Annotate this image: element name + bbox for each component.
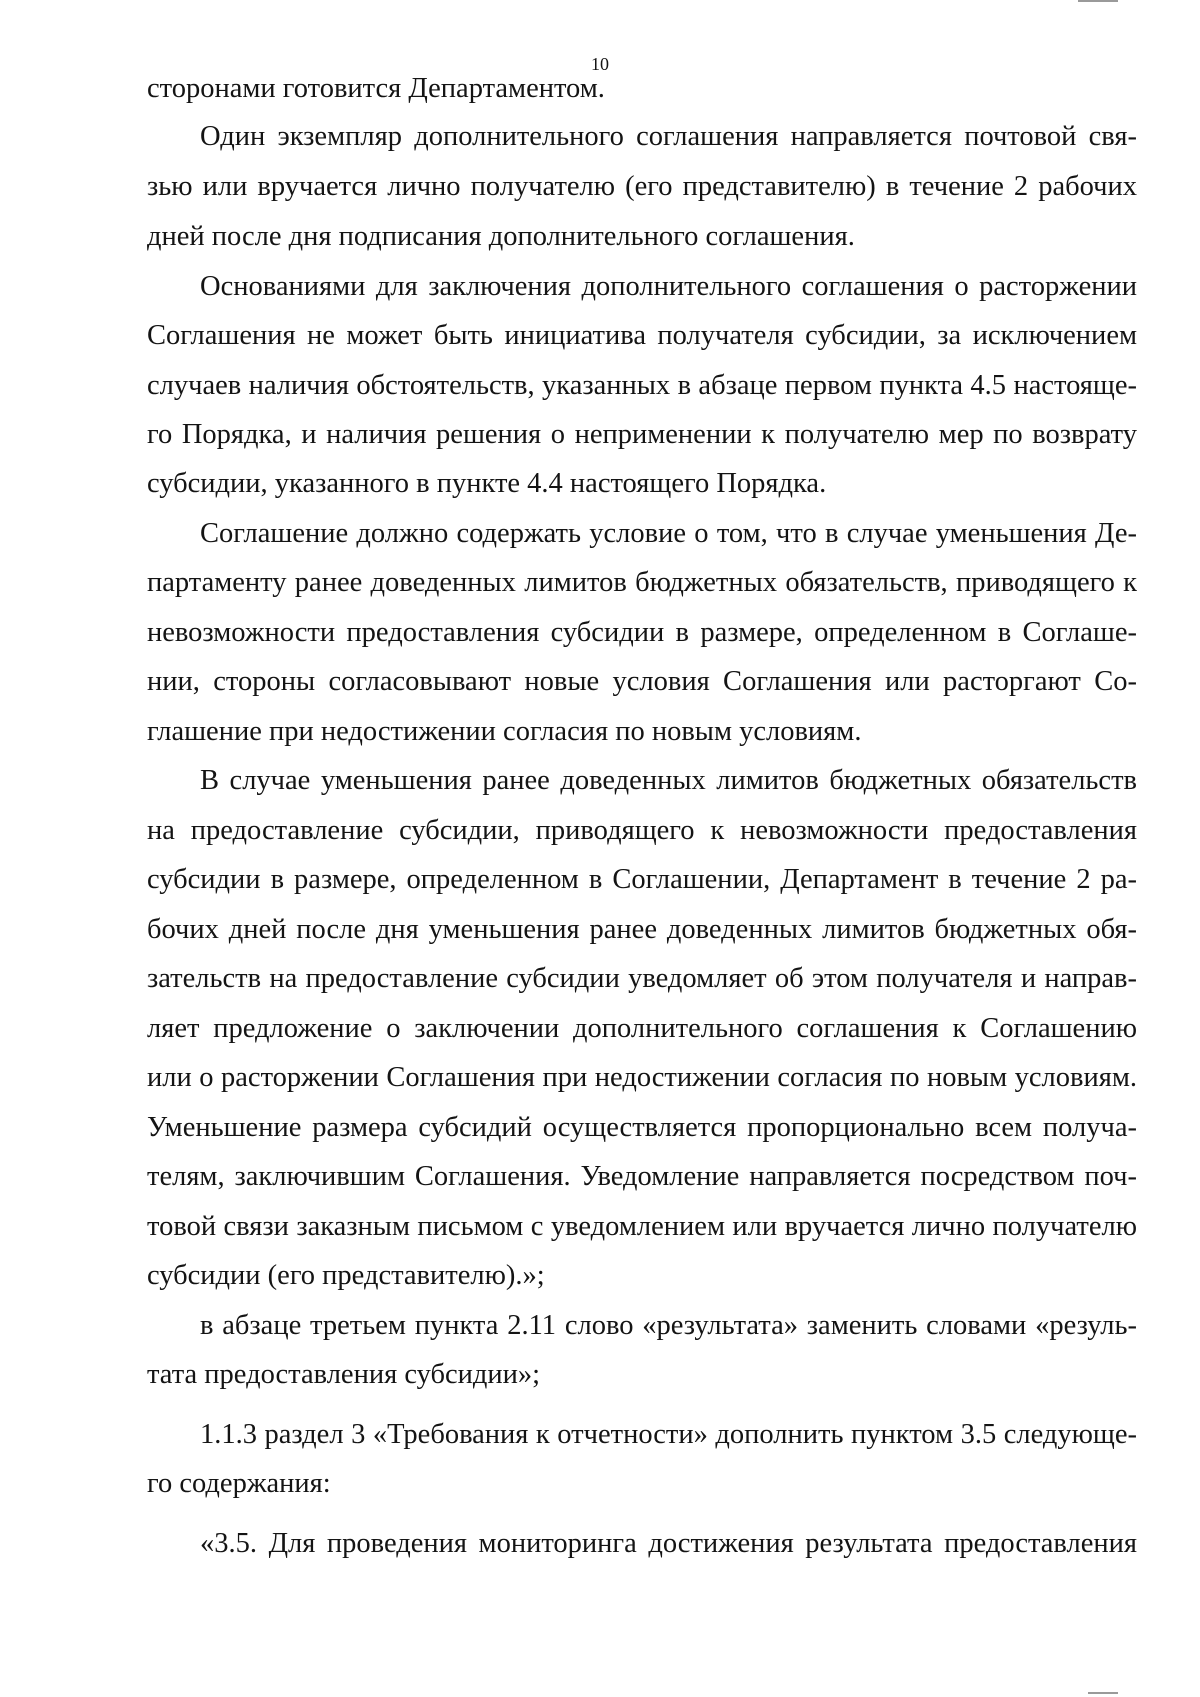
text-line: тата предоставления субсидии»;: [147, 1359, 541, 1390]
text-line: го Порядка, и наличия решения о неприменении к получателю мер по возврату: [147, 419, 1137, 450]
text-line: ляет предложение о заключении дополнительного соглашения к Соглашению: [147, 1013, 1137, 1044]
text-line: субсидии в размере, определенном в Соглашении, Департамент в течение 2 ра-: [147, 864, 1137, 895]
text-line: Соглашения не может быть инициатива получателя субсидии, за исключением: [147, 320, 1137, 351]
text-line: Соглашение должно содержать условие о том, что в случае уменьшения Де-: [200, 518, 1137, 549]
text-line: го содержания:: [147, 1468, 331, 1499]
text-line: зью или вручается лично получателю (его представителю) в течение 2 рабочих: [147, 171, 1137, 202]
text-line: дней после дня подписания дополнительного соглашения.: [147, 221, 855, 252]
text-line: или о расторжении Соглашения при недостижении согласия по новым условиям.: [147, 1062, 1137, 1093]
text-line: партаменту ранее доведенных лимитов бюджетных обязательств, приводящего к: [147, 567, 1137, 598]
text-line: случаев наличия обстоятельств, указанных в абзаце первом пункта 4.5 настояще-: [147, 370, 1137, 401]
text-line: зательств на предоставление субсидии уведомляет об этом получателя и направ-: [147, 963, 1137, 994]
text-line: товой связи заказным письмом с уведомлением или вручается лично получателю: [147, 1211, 1137, 1242]
text-line: глашение при недостижении согласия по новым условиям.: [147, 716, 862, 747]
text-line: Основаниями для заключения дополнительного соглашения о расторжении: [200, 271, 1137, 302]
text-line: субсидии (его представителю).»;: [147, 1260, 545, 1291]
text-line: сторонами готовится Департаментом.: [147, 73, 605, 104]
text-line: в абзаце третьем пункта 2.11 слово «результата» заменить словами «резуль-: [200, 1310, 1137, 1341]
page-number: 10: [591, 54, 609, 74]
scan-artifact: [1088, 1692, 1118, 1694]
scan-artifact: [1078, 0, 1118, 2]
text-line: 1.1.3 раздел 3 «Требования к отчетности» дополнить пунктом 3.5 следующе-: [200, 1419, 1137, 1450]
text-line: телям, заключившим Соглашения. Уведомление направляется посредством поч-: [147, 1161, 1137, 1192]
text-line: нии, стороны согласовывают новые условия Соглашения или расторгают Со-: [147, 666, 1137, 697]
text-line: бочих дней после дня уменьшения ранее доведенных лимитов бюджетных обя-: [147, 914, 1137, 945]
text-line: на предоставление субсидии, приводящего к невозможности предоставления: [147, 815, 1137, 846]
text-line: В случае уменьшения ранее доведенных лимитов бюджетных обязательств: [200, 765, 1137, 796]
text-line: «3.5. Для проведения мониторинга достижения результата предоставления: [200, 1528, 1137, 1559]
text-line: субсидии, указанного в пункте 4.4 настоящего Порядка.: [147, 468, 827, 499]
text-line: Уменьшение размера субсидий осуществляется пропорционально всем получа-: [147, 1112, 1137, 1143]
text-line: невозможности предоставления субсидии в размере, определенном в Соглаше-: [147, 617, 1137, 648]
text-line: Один экземпляр дополнительного соглашения направляется почтовой свя-: [200, 121, 1137, 152]
